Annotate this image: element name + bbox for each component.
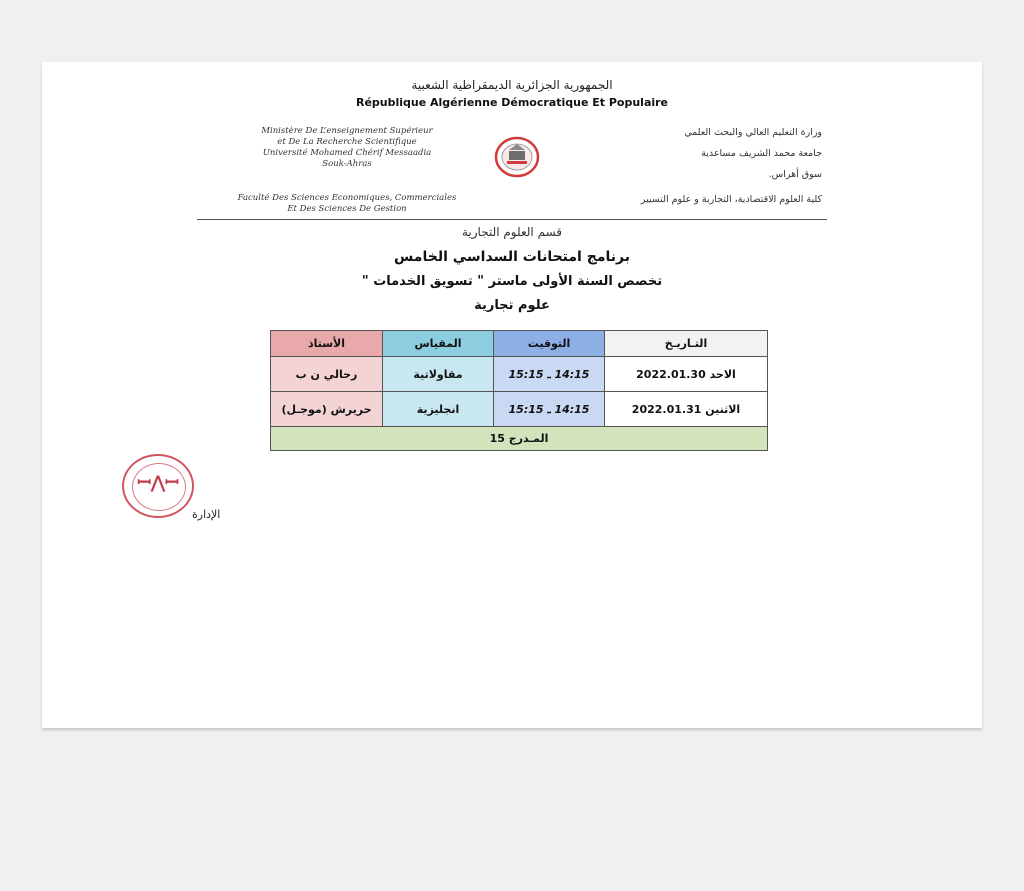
header-professor: الأستاذ bbox=[271, 331, 383, 357]
cell-date: الاثنين 2022.01.31 bbox=[605, 392, 768, 427]
ministry-arabic-block bbox=[592, 122, 822, 185]
city-line-ar: سوق أهراس. bbox=[768, 169, 822, 180]
document-page bbox=[42, 62, 982, 728]
header-module: المقياس bbox=[383, 331, 494, 357]
university-line: Université Mohamed Chérif Messaadia bbox=[262, 148, 432, 158]
cell-amphitheater: المـدرج 15 bbox=[271, 427, 768, 451]
table-row bbox=[271, 392, 768, 427]
ministry-french-block bbox=[232, 126, 462, 170]
city-line: Souk-Ahras bbox=[322, 159, 372, 169]
cell-module: انجليزية bbox=[383, 392, 494, 427]
republic-title-arabic: الجمهورية الجزائرية الديمقراطية الشعبية bbox=[411, 78, 613, 92]
program-title: برنامج امتحانات السداسي الخامس bbox=[394, 249, 630, 265]
faculty-french-block bbox=[232, 193, 462, 215]
exam-schedule-table bbox=[270, 330, 768, 451]
cell-module: مقاولاتية bbox=[383, 357, 494, 392]
faculty-line: Et Des Sciences De Gestion bbox=[287, 204, 407, 214]
department-title: قسم العلوم التجارية bbox=[461, 225, 563, 239]
ministry-line-ar: وزارة التعليم العالي والبحث العلمي bbox=[684, 127, 822, 138]
cell-time: 14:15 ـ 15:15 bbox=[494, 392, 605, 427]
program-field: علوم تجارية bbox=[474, 298, 550, 313]
university-logo-icon bbox=[494, 136, 540, 178]
ministry-line: et De La Recherche Scientifique bbox=[277, 137, 417, 147]
program-specialty: تخصص السنة الأولى ماستر " تسويق الخدمات " bbox=[361, 274, 663, 289]
header-time: التوقيت bbox=[494, 331, 605, 357]
university-line-ar: جامعة محمد الشريف مساعدية bbox=[701, 148, 822, 159]
table-header-row bbox=[271, 331, 768, 357]
header-divider bbox=[197, 219, 827, 220]
republic-title-french: République Algérienne Démocratique Et Populaire bbox=[355, 96, 669, 109]
administration-label: الإدارة bbox=[192, 508, 221, 521]
administration-stamp-icon: ꟷ⋀ꟷ bbox=[122, 454, 194, 518]
cell-professor: حريرش (موجـل) bbox=[271, 392, 383, 427]
cell-professor: رحالي ن ب bbox=[271, 357, 383, 392]
cell-time: 14:15 ـ 15:15 bbox=[494, 357, 605, 392]
table-row bbox=[271, 357, 768, 392]
table-footer-row bbox=[271, 427, 768, 451]
cell-date: الاحد 2022.01.30 bbox=[605, 357, 768, 392]
ministry-line: Ministère De L’enseignement Supérieur bbox=[261, 126, 433, 136]
header-date: التـاريـخ bbox=[605, 331, 768, 357]
faculty-line: Faculté Des Sciences Economiques, Commerciales bbox=[237, 193, 457, 203]
faculty-arabic: كلية العلوم الاقتصادية، التجارية و علوم التسيير bbox=[640, 194, 822, 205]
